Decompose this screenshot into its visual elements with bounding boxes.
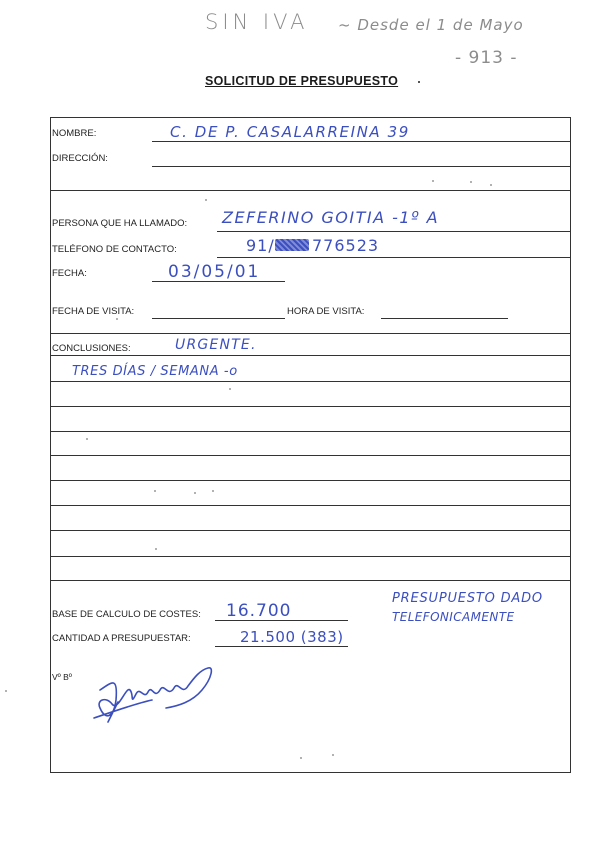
- cantidad-line: [215, 646, 348, 647]
- hora-visita-label: HORA DE VISITA:: [287, 306, 365, 317]
- scan-speck: [432, 180, 434, 182]
- hora-visita-line: [381, 318, 508, 319]
- title-dot: [418, 81, 420, 83]
- persona-label: PERSONA QUE HA LLAMADO:: [52, 218, 188, 229]
- row-divider: [50, 333, 571, 334]
- fecha-visita-line: [152, 318, 285, 319]
- conclusiones-value: URGENTE.: [175, 337, 257, 353]
- row-divider: [50, 580, 571, 581]
- scan-speck: [470, 181, 472, 183]
- scan-speck: [5, 690, 7, 692]
- conclusiones-line2: TRES DÍAS / SEMANA -o: [72, 364, 238, 379]
- telefono-suffix: 776523: [312, 236, 380, 255]
- row-divider: [50, 406, 571, 407]
- direccion-line: [152, 166, 570, 167]
- scan-speck: [300, 757, 302, 759]
- row-divider: [50, 480, 571, 481]
- cantidad-value: 21.500 (383): [240, 628, 344, 646]
- note-number: - 913 -: [455, 48, 518, 68]
- row-divider: [50, 431, 571, 432]
- nombre-label: NOMBRE:: [52, 128, 97, 139]
- conclusiones-label: CONCLUSIONES:: [52, 343, 131, 354]
- side-note-line2: TELEFONICAMENTE: [392, 610, 515, 624]
- note-desde: ~ Desde el 1 de Mayo: [338, 16, 524, 34]
- page-title: SOLICITUD DE PRESUPUESTO: [205, 74, 399, 88]
- scan-speck: [229, 388, 231, 390]
- fecha-label: FECHA:: [52, 268, 87, 279]
- scan-speck: [154, 490, 156, 492]
- fecha-visita-label: FECHA DE VISITA:: [52, 306, 135, 317]
- direccion-label: DIRECCIÓN:: [52, 153, 108, 164]
- telefono-prefix: 91/: [246, 236, 275, 255]
- nombre-line: [152, 141, 570, 142]
- scan-speck: [212, 490, 214, 492]
- visto-bueno-label: Vº Bº: [52, 672, 72, 682]
- persona-line: [217, 231, 570, 232]
- scan-speck: [194, 492, 196, 494]
- row-divider: [50, 556, 571, 557]
- scan-speck: [490, 184, 492, 186]
- telefono-line: [217, 257, 570, 258]
- fecha-value: 03/05/01: [168, 262, 261, 282]
- cantidad-label: CANTIDAD A PRESUPUESTAR:: [52, 633, 191, 644]
- persona-value: ZEFERINO GOITIA -1º A: [222, 208, 440, 227]
- scan-speck: [86, 438, 88, 440]
- base-calculo-label: BASE DE CALCULO DE COSTES:: [52, 609, 201, 620]
- telefono-label: TELÉFONO DE CONTACTO:: [52, 244, 177, 255]
- row-divider: [50, 455, 571, 456]
- row-divider: [50, 530, 571, 531]
- side-note-line1: PRESUPUESTO DADO: [392, 591, 543, 606]
- telefono-scribble: [275, 239, 309, 251]
- signature-icon: [82, 660, 232, 730]
- row-divider: [50, 190, 571, 191]
- scan-speck: [332, 754, 334, 756]
- scan-speck: [205, 199, 207, 201]
- base-calculo-value: 16.700: [226, 601, 292, 621]
- row-divider: [50, 505, 571, 506]
- scan-speck: [155, 548, 157, 550]
- nombre-value: C. DE P. CASALARREINA 39: [170, 123, 410, 141]
- row-divider: [50, 381, 571, 382]
- row-divider: [50, 355, 571, 356]
- scan-speck: [116, 318, 118, 320]
- note-sin-iva: SIN IVA: [205, 10, 309, 34]
